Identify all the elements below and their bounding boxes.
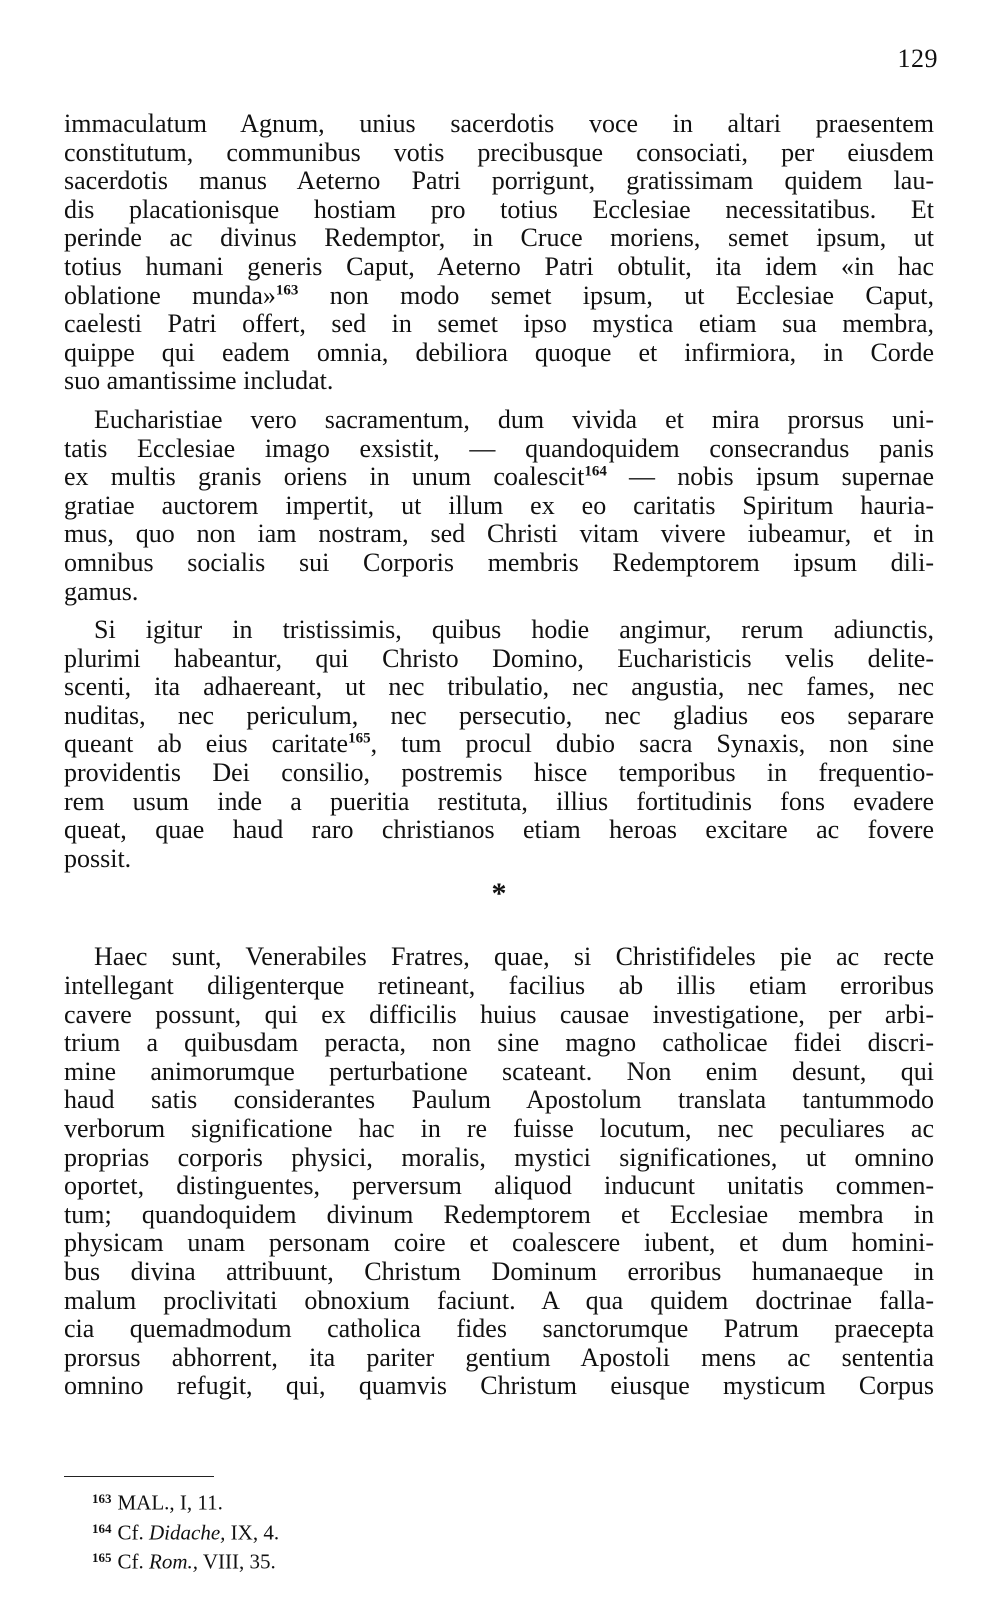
footnote-number: 165 — [92, 1550, 112, 1565]
text-line: dis placationisque hostiam pro totius Ecclesiae necessitatibus. Et — [64, 194, 934, 224]
text-line: trium a quibusdam peracta, non sine magno catholicae fidei discri- — [64, 1028, 934, 1058]
text-line: haud satis considerantes Paulum Apostolum translata tantummodo — [64, 1085, 934, 1115]
paragraph-4 — [64, 943, 934, 1401]
text-line: possit. — [64, 843, 132, 873]
text-line: tatis Ecclesiae imago exsistit, — quandoquidem consecrandus panis — [64, 433, 934, 463]
text-segment: oblatione munda» — [64, 280, 276, 310]
text-line: rem usum inde a pueritia restituta, illius fortitudinis fons evadere — [64, 786, 934, 816]
text-line: nuditas, nec periculum, nec persecutio, nec gladius eos separare — [64, 700, 934, 730]
footnote-title: Didache, — [149, 1520, 226, 1544]
text-segment: non modo semet ipsum, ut Ecclesiae Caput, — [298, 280, 934, 310]
text-line: plurimi habeantur, qui Christo Domino, Eucharisticis velis delite- — [64, 643, 934, 673]
text-line: quippe qui eadem omnia, debiliora quoque et infirmiora, in Corde — [64, 337, 934, 367]
text-line: constitutum, communibus votis precibusque consociati, per eiusdem — [64, 137, 934, 167]
text-line: oportet, distinguentes, perversum aliquod inducunt unitatis commen- — [64, 1171, 934, 1201]
text-line: intellegant diligenterque retineant, facilius ab illis etiam erroribus — [64, 971, 934, 1001]
footnote-rule — [64, 1476, 214, 1477]
text-line: mine animorumque perturbatione scateant. Non enim desunt, qui — [64, 1056, 934, 1086]
text-line: gratiae auctorem impertit, ut illum ex eo caritatis Spiritum hauria- — [64, 490, 934, 520]
footnote-text: MAL., I, 11. — [117, 1490, 223, 1515]
footnote-ref-165: 165 — [348, 730, 371, 747]
text-line: malum proclivitati obnoxium faciunt. A qua quidem doctrinae falla- — [64, 1285, 934, 1315]
text-line: prorsus abhorrent, ita pariter gentium Apostoli mens ac sententia — [64, 1342, 934, 1372]
footnote-165 — [92, 1545, 279, 1575]
text-line: physicam unam personam coire et coalescere iubent, et dum homini- — [64, 1228, 934, 1258]
text-line: caelesti Patri offert, sed in semet ipso mystica etiam sua membra, — [64, 309, 934, 339]
text-line: immaculatum Agnum, unius sacerdotis voce in altari praesentem — [64, 109, 934, 138]
footnote-ref-164: 164 — [584, 463, 607, 480]
footnote-text: Cf. — [117, 1549, 149, 1574]
text-line: verborum significatione hac in re fuisse locutum, nec peculiares ac — [64, 1114, 934, 1143]
text-line: omnino refugit, qui, quamvis Christum eiusque mysticum Corpus — [64, 1371, 934, 1401]
section-separator: * — [491, 877, 507, 911]
footnote-number: 164 — [92, 1520, 112, 1536]
body-text — [64, 110, 934, 1401]
text-line — [64, 282, 934, 311]
text-line: omnibus socialis sui Corporis membris Redemptorem ipsum dili- — [64, 547, 934, 577]
footnote-text: IX, 4. — [225, 1520, 280, 1544]
text-line: sacerdotis manus Aeterno Patri porrigunt, gratissimam quidem lau- — [64, 166, 934, 196]
paragraph-3 — [64, 616, 934, 873]
text-segment: , tum procul dubio sacra Synaxis, non sine — [370, 729, 935, 759]
footnote-ref-163: 163 — [275, 281, 299, 298]
text-line: scenti, ita adhaereant, ut nec tribulatio, nec angustia, nec fames, nec — [64, 672, 934, 702]
text-line: tum; quandoquidem divinum Redemptorem et Ecclesiae membra in — [64, 1199, 934, 1229]
text-segment: — nobis ipsum supernae — [606, 462, 934, 492]
text-line: Haec sunt, Venerabiles Fratres, quae, si Christifideles pie ac recte — [94, 942, 934, 972]
text-line: Si igitur in tristissimis, quibus hodie angimur, rerum adiunctis, — [94, 615, 934, 645]
text-line: queat, quae haud raro christianos etiam heroas excitare ac fovere — [64, 815, 934, 845]
text-line: cavere possunt, qui ex difficilis huius causae investigatione, per arbi- — [64, 999, 934, 1029]
text-line: totius humani generis Caput, Aeterno Patri obtulit, ita idem «in hac — [64, 251, 934, 281]
text-line: cia quemadmodum catholica fides sanctorumque Patrum praecepta — [64, 1314, 934, 1344]
footnote-text: Cf. — [117, 1520, 149, 1544]
footnote-text: VIII, 35. — [198, 1549, 276, 1574]
footnote-title: Rom., — [149, 1549, 198, 1574]
text-line: proprias corporis physici, moralis, mystici significationes, ut omnino — [64, 1142, 934, 1172]
text-line: mus, quo non iam nostram, sed Christi vitam vivere iubeamur, et in — [64, 519, 934, 549]
text-line: gamus. — [64, 576, 139, 606]
text-line: bus divina attribuunt, Christum Dominum erroribus humanaeque in — [64, 1256, 934, 1286]
text-line: perinde ac divinus Redemptor, in Cruce moriens, semet ipsum, ut — [64, 223, 934, 253]
footnotes — [92, 1486, 279, 1575]
text-line: Eucharistiae vero sacramentum, dum vivida et mira prorsus uni- — [94, 404, 934, 434]
text-line: providentis Dei consilio, postremis hisce temporibus in frequentio- — [64, 758, 934, 788]
paragraph-2 — [64, 406, 934, 606]
text-line — [64, 463, 934, 492]
text-line: suo amantissime includat. — [64, 366, 334, 396]
page-number: 129 — [897, 44, 938, 73]
text-segment: queant ab eius caritate — [64, 729, 349, 759]
footnote-163 — [92, 1486, 279, 1516]
text-line — [64, 730, 934, 759]
footnote-164 — [92, 1516, 279, 1546]
text-segment: ex multis granis oriens in unum coalescit — [64, 462, 585, 492]
footnote-number: 163 — [92, 1491, 112, 1506]
paragraph-1 — [64, 110, 934, 396]
